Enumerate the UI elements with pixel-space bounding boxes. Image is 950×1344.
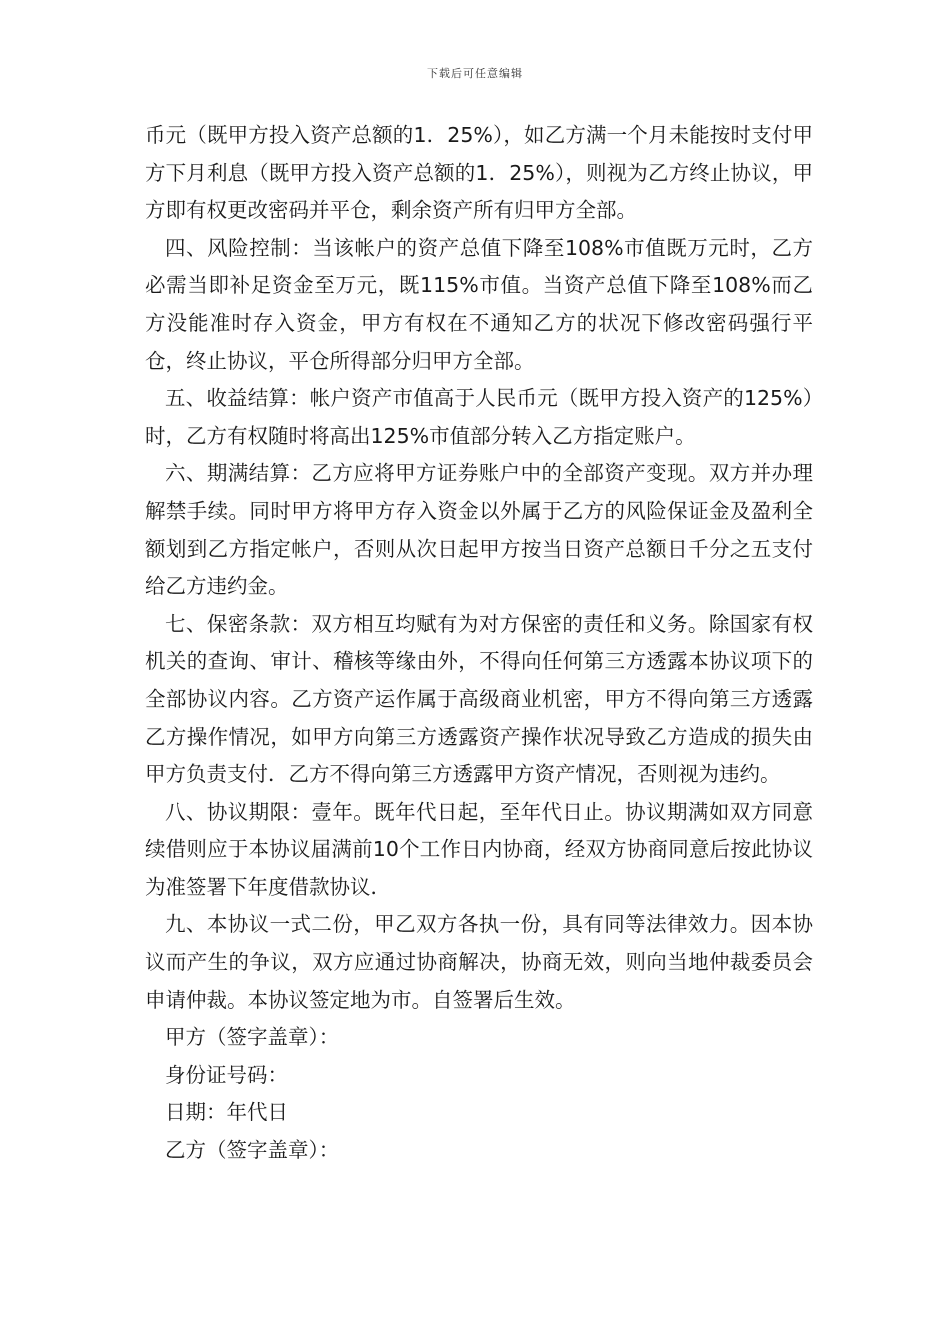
party-a-signature-line: 甲方（签字盖章）： xyxy=(165,1025,340,1050)
paragraph-copies: 九、本协议一式二份，甲乙双方各执一份，具有同等法律效力。因本协议而产生的争议，双方应通过协商解决，协商无效，则向当地仲裁委员会申请仲裁。本协议签定地为市。自签署后生效。 xyxy=(145,912,813,1012)
paragraph-confidentiality: 七、保密条款：双方相互均赋有为对方保密的责任和义务。除国家有权机关的查询、审计、稽核等缘由外，不得向任何第三方透露本协议项下的全部协议内容。乙方资产运作属于高级商业机密，甲方不得向第三方透露乙方操作情况，如甲方向第三方透露资产操作状况导致乙方造成的损失由甲方负责支付．乙方不得向第三方透露甲方资产情况，否则视为违约。 xyxy=(145,611,813,787)
document-body xyxy=(145,117,813,1170)
party-b-signature-line: 乙方（签字盖章）： xyxy=(165,1138,340,1163)
paragraph-term: 八、协议期限：壹年。既年代日起，至年代日止。协议期满如双方同意续借则应于本协议届满前10个工作日内协商，经双方协商同意后按此协议为准签署下年度借款协议． xyxy=(145,799,813,899)
date-line: 日期：年代日 xyxy=(165,1100,288,1125)
paragraph-profit-settlement: 五、收益结算：帐户资产市值高于人民币元（既甲方投入资产的125%）时，乙方有权随时将高出125%市值部分转入乙方指定账户。 xyxy=(145,386,813,448)
page-header: 下载后可任意编辑 xyxy=(427,67,523,80)
paragraph-interest-terms: 币元（既甲方投入资产总额的1．25%），如乙方满一个月未能按时支付甲方下月利息（既甲方投入资产总额的1．25%），则视为乙方终止协议，甲方即有权更改密码并平仓，剩余资产所有归甲方全部。 xyxy=(145,123,813,223)
paragraph-risk-control: 四、风险控制：当该帐户的资产总值下降至108%市值既万元时，乙方必需当即补足资金至万元，既115%市值。当资产总值下降至108%而乙方没能准时存入资金，甲方有权在不通知乙方的状况下修改密码强行平仓，终止协议，平仓所得部分归甲方全部。 xyxy=(145,235,813,373)
paragraph-maturity-settlement: 六、期满结算：乙方应将甲方证券账户中的全部资产变现。双方并办理解禁手续。同时甲方将甲方存入资金以外属于乙方的风险保证金及盈利全额划到乙方指定帐户，否则从次日起甲方按当日资产总额日千分之五支付给乙方违约金。 xyxy=(145,461,813,599)
id-number-line: 身份证号码： xyxy=(165,1062,288,1087)
